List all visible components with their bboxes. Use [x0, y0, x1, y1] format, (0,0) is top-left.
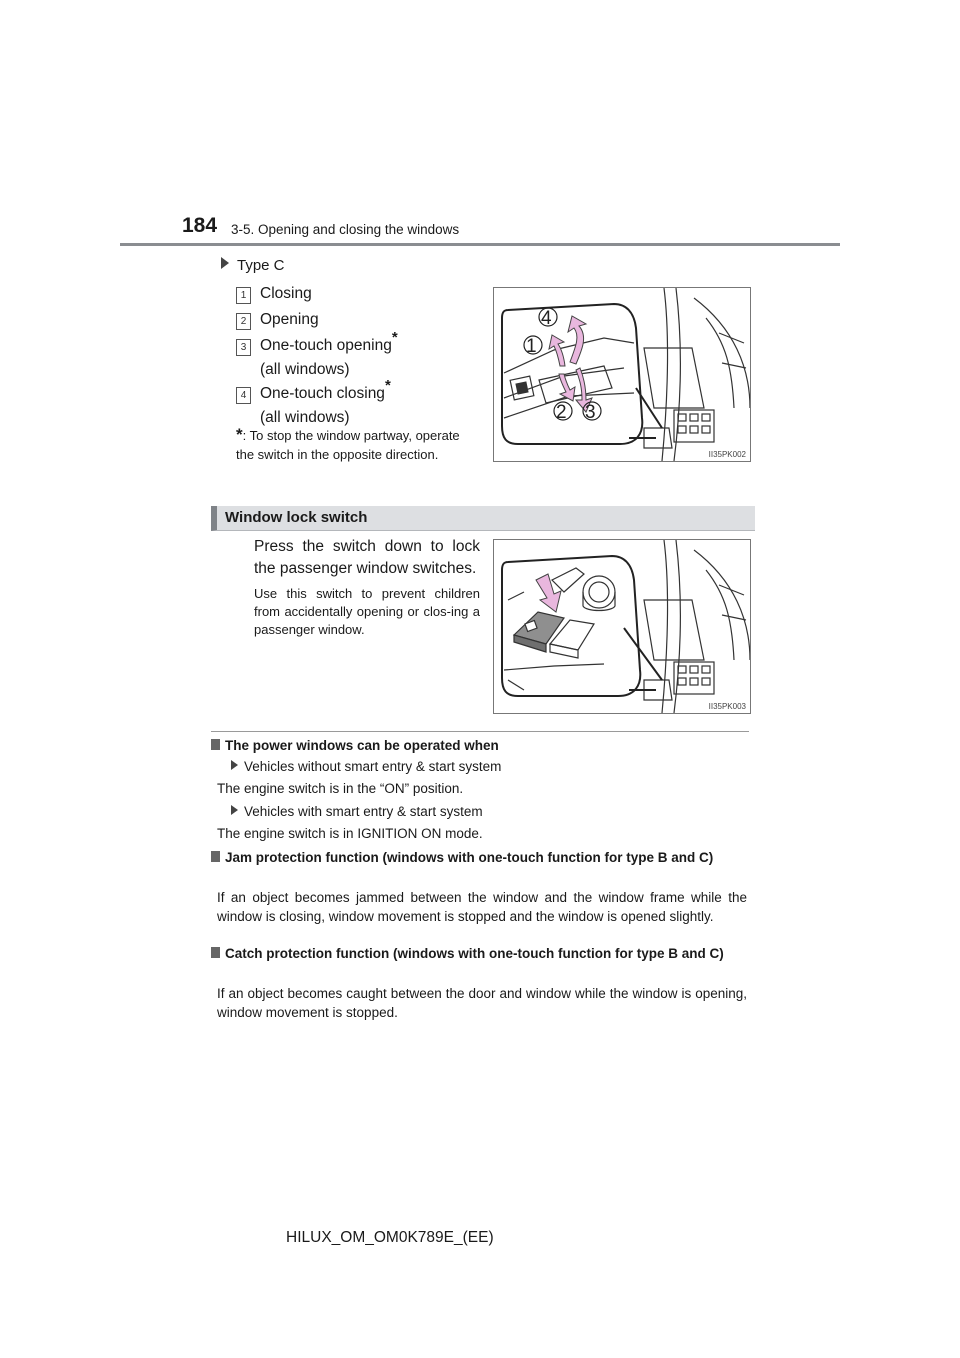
figure-window-lock-switch — [493, 539, 751, 714]
document-code: HILUX_OM_OM0K789E_(EE) — [286, 1229, 494, 1246]
lock-description: Use this switch to prevent children from accidentally opening or clos-ing a passenger window. — [254, 586, 480, 637]
switch-illustration — [494, 288, 750, 461]
item-label: Opening — [260, 311, 319, 328]
note-heading-text: Jam protection function (windows with one-touch function for type B and C) — [225, 850, 714, 865]
condition-text: Vehicles without smart entry & start system — [244, 759, 502, 774]
figure-label-3: 3 — [585, 402, 596, 423]
item-label-wrap — [260, 328, 398, 357]
figure-label-1: 1 — [526, 336, 537, 357]
triangle-bullet-icon — [231, 805, 238, 815]
figure-window-switch-type-c — [493, 287, 751, 462]
item-label: One-touch closing — [260, 385, 385, 402]
condition-line — [231, 757, 769, 776]
note-body: If an object becomes jammed between the window and the window frame while the window is closing, window movement is stopped and the window is opened slightly. — [217, 890, 747, 924]
lock-switch-illustration — [494, 540, 750, 713]
note-heading — [211, 944, 763, 963]
figure-label-4: 4 — [541, 308, 552, 329]
triangle-bullet-icon — [231, 760, 238, 770]
square-bullet-icon — [211, 739, 220, 750]
triangle-bullet-icon — [221, 257, 229, 269]
header-rule — [120, 243, 840, 246]
note-body: If an object becomes caught between the door and window while the window is opening, window movement is stopped. — [217, 986, 747, 1020]
number-badge: 4 — [236, 387, 251, 404]
item-sublabel: (all windows) — [260, 361, 350, 378]
figure-id: II35PK003 — [708, 702, 746, 711]
number-badge: 2 — [236, 313, 251, 330]
note-body: The engine switch is in the “ON” position. — [217, 781, 464, 796]
note-heading-text: The power windows can be operated when — [225, 738, 499, 753]
asterisk-mark: * — [384, 376, 391, 394]
square-bullet-icon — [211, 851, 220, 862]
section-title: Window lock switch — [225, 509, 368, 526]
item-sublabel: (all windows) — [260, 409, 350, 426]
note-heading — [211, 848, 763, 867]
chapter-title: 3-5. Opening and closing the windows — [231, 222, 460, 237]
section-header — [211, 506, 755, 531]
condition-line — [231, 802, 769, 821]
item-label-wrap — [260, 376, 391, 405]
square-bullet-icon — [211, 947, 220, 958]
type-c-label — [221, 257, 285, 274]
section-divider — [211, 731, 749, 732]
note-body: The engine switch is in IGNITION ON mode. — [217, 826, 483, 841]
item-label: One-touch opening — [260, 337, 392, 354]
note-heading — [211, 736, 763, 755]
footnote-text: : To stop the window partway, operate the switch in the opposite direction. — [236, 428, 460, 462]
type-c-text: Type C — [237, 257, 285, 274]
item-label: Closing — [260, 285, 312, 302]
footnote-asterisk: * — [236, 425, 243, 444]
number-badge: 3 — [236, 339, 251, 356]
page-number: 184 — [182, 214, 218, 237]
figure-id: II35PK002 — [708, 450, 746, 459]
footnote — [236, 425, 480, 464]
note-heading-text: Catch protection function (windows with one-touch function for type B and C) — [225, 946, 724, 961]
asterisk-mark: * — [391, 328, 398, 346]
figure-label-2: 2 — [556, 402, 567, 423]
condition-text: Vehicles with smart entry & start system — [244, 804, 483, 819]
number-badge: 1 — [236, 287, 251, 304]
lock-instruction: Press the switch down to lock the passenger window switches. — [254, 538, 480, 577]
